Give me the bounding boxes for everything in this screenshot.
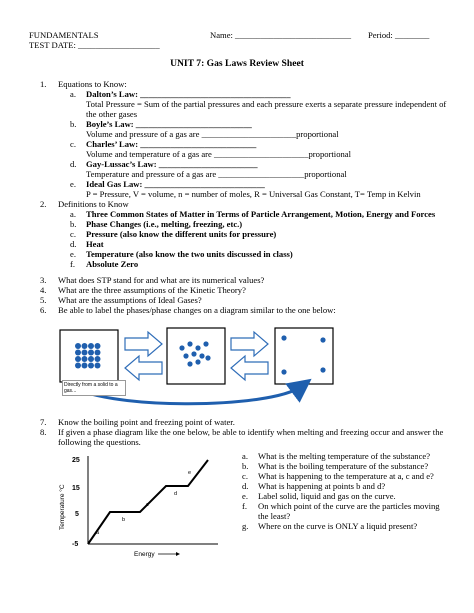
page-title: UNIT 7: Gas Laws Review Sheet (170, 58, 304, 69)
item-number: 5. (40, 295, 47, 305)
point-label: c (146, 502, 149, 508)
period-field: Period: ________ (368, 30, 430, 40)
question-ideal-gases: What are the assumptions of Ideal Gases? (58, 295, 202, 305)
particle-dot (187, 361, 192, 366)
item-number: 4. (40, 285, 47, 295)
arrow-left-icon (231, 356, 268, 380)
subquestion: the least? (258, 511, 291, 521)
particle-dot (75, 356, 81, 362)
section-heading: Definitions to Know (58, 199, 129, 209)
particle-dot (187, 341, 192, 346)
particle-dot (281, 335, 286, 340)
x-axis-label: Energy (134, 551, 155, 558)
item-letter: c. (242, 471, 248, 481)
particle-dot (95, 356, 101, 362)
daltons-law-description: the other gases (86, 109, 138, 119)
arrow-right-icon (125, 332, 162, 356)
particle-dot (183, 353, 188, 358)
particle-dot (179, 345, 184, 350)
item-number: 7. (40, 417, 47, 427)
daltons-law-heading: Dalton’s Law: ___________________________________ (86, 89, 291, 99)
y-axis-label: Temperature °C (59, 484, 66, 530)
item-letter: a. (70, 209, 76, 219)
question-phase-diagram: Be able to label the phases/phase changes on a diagram similar to the one below: (58, 305, 336, 315)
particle-dot (191, 351, 196, 356)
tick-label: 25 (72, 457, 80, 464)
charles-law-heading: Charles’ Law: ___________________________ (86, 139, 257, 149)
arrow-right-icon (231, 332, 268, 356)
item-number: 8. (40, 427, 47, 437)
point-label: a (96, 530, 100, 536)
particle-dot (95, 350, 101, 356)
subquestion: Where on the curve is ONLY a liquid present? (258, 521, 418, 531)
particle-dot (203, 341, 208, 346)
particle-dot (195, 359, 200, 364)
gay-lussac-law-heading: Gay-Lussac’s Law: _______________________ (86, 159, 258, 169)
item-letter: b. (70, 119, 77, 129)
particle-dot (95, 363, 101, 369)
phase-change-diagram (40, 318, 340, 410)
item-letter: g. (242, 521, 249, 531)
sublimation-label: Directly from a solid to a gas... (62, 380, 126, 396)
item-letter: a. (242, 451, 248, 461)
definition-item: Heat (86, 239, 104, 249)
item-number: 1. (40, 79, 47, 89)
point-label: e (188, 470, 192, 476)
particle-dot (82, 343, 88, 349)
subquestion: What is happening at points b and d? (258, 481, 386, 491)
question-heating-curve: If given a phase diagram like the one below, be able to identify when melting and freezing occur and answer the (58, 427, 444, 437)
item-letter: d. (70, 239, 77, 249)
particle-dot (88, 350, 94, 356)
name-field: Name: ___________________________ (210, 30, 352, 40)
item-letter: c. (70, 139, 76, 149)
arrow-left-icon (125, 356, 162, 380)
definition-item: Phase Changes (i.e., melting, freezing, etc.) (86, 219, 243, 229)
tick-label: 5 (75, 511, 79, 518)
item-number: 3. (40, 275, 47, 285)
particle-dot (82, 350, 88, 356)
liquid-box (167, 328, 225, 384)
particle-dot (82, 363, 88, 369)
item-number: 2. (40, 199, 47, 209)
subquestion: Label solid, liquid and gas on the curve. (258, 491, 396, 501)
test-date: TEST DATE: ___________________ (29, 40, 160, 50)
ideal-gas-law-description: P = Pressure, V = volume, n = number of moles, R = Universal Gas Constant, T= Temp in Kelvin (86, 189, 421, 199)
course-name: FUNDAMENTALS (29, 30, 99, 40)
item-letter: f. (242, 501, 248, 511)
item-letter: e. (70, 249, 76, 259)
solid-box (60, 330, 118, 382)
subquestion: On which point of the curve are the particles moving (258, 501, 440, 511)
particle-dot (75, 363, 81, 369)
heating-curve-graph (58, 450, 228, 560)
definition-item: Absolute Zero (86, 259, 139, 269)
item-letter: f. (70, 259, 76, 269)
definition-item: Three Common States of Matter in Terms of Particle Arrangement, Motion, Energy and Forces (86, 209, 436, 219)
daltons-law-description: Total Pressure = Sum of the partial pressures and each pressure exerts a separate pressure independent of (86, 99, 447, 109)
gay-lussac-law-description: Temperature and pressure of a gas are ____________________proportional (86, 169, 347, 179)
subquestion: What is the boiling temperature of the substance? (258, 461, 429, 471)
question-kinetic-theory: What are the three assumptions of the Kinetic Theory? (58, 285, 246, 295)
tick-label: 15 (72, 485, 80, 492)
boyles-law-description: Volume and pressure of a gas are ______________________proportional (86, 129, 339, 139)
x-axis-arrowhead-icon (176, 552, 180, 556)
item-letter: d. (70, 159, 77, 169)
tick-label: -5 (72, 541, 79, 548)
particle-dot (320, 367, 325, 372)
item-letter: e. (70, 179, 76, 189)
point-label: d (174, 491, 178, 497)
definition-item: Pressure (also know the different units for pressure) (86, 229, 277, 239)
particle-dot (75, 343, 81, 349)
item-letter: a. (70, 89, 76, 99)
particle-dot (320, 337, 325, 342)
particle-dot (88, 343, 94, 349)
question-water-points: Know the boiling point and freezing point of water. (58, 417, 235, 427)
boyles-law-heading: Boyle’s Law: ___________________________ (86, 119, 252, 129)
ideal-gas-law-heading: Ideal Gas Law: ____________________________ (86, 179, 265, 189)
particle-dot (199, 353, 204, 358)
item-letter: b. (70, 219, 77, 229)
item-letter: d. (242, 481, 249, 491)
particle-dot (281, 369, 286, 374)
particle-dot (95, 343, 101, 349)
item-letter: c. (70, 229, 76, 239)
subquestion: What is happening to the temperature at a, c and e? (258, 471, 434, 481)
particle-dot (82, 356, 88, 362)
item-letter: e. (242, 491, 248, 501)
particle-dot (195, 345, 200, 350)
point-label: b (122, 517, 126, 523)
subquestion: What is the melting temperature of the substance? (258, 451, 431, 461)
item-letter: b. (242, 461, 249, 471)
section-heading: Equations to Know: (58, 79, 127, 89)
question-stp: What does STP stand for and what are its numerical values? (58, 275, 265, 285)
item-number: 6. (40, 305, 47, 315)
definition-item: Temperature (also know the two units discussed in class) (86, 249, 293, 259)
charles-law-description: Volume and temperature of a gas are ______________________proportional (86, 149, 351, 159)
particle-dot (75, 350, 81, 356)
particle-dot (88, 363, 94, 369)
question-heating-curve: following the questions. (58, 437, 141, 447)
particle-dot (205, 355, 210, 360)
particle-dot (88, 356, 94, 362)
